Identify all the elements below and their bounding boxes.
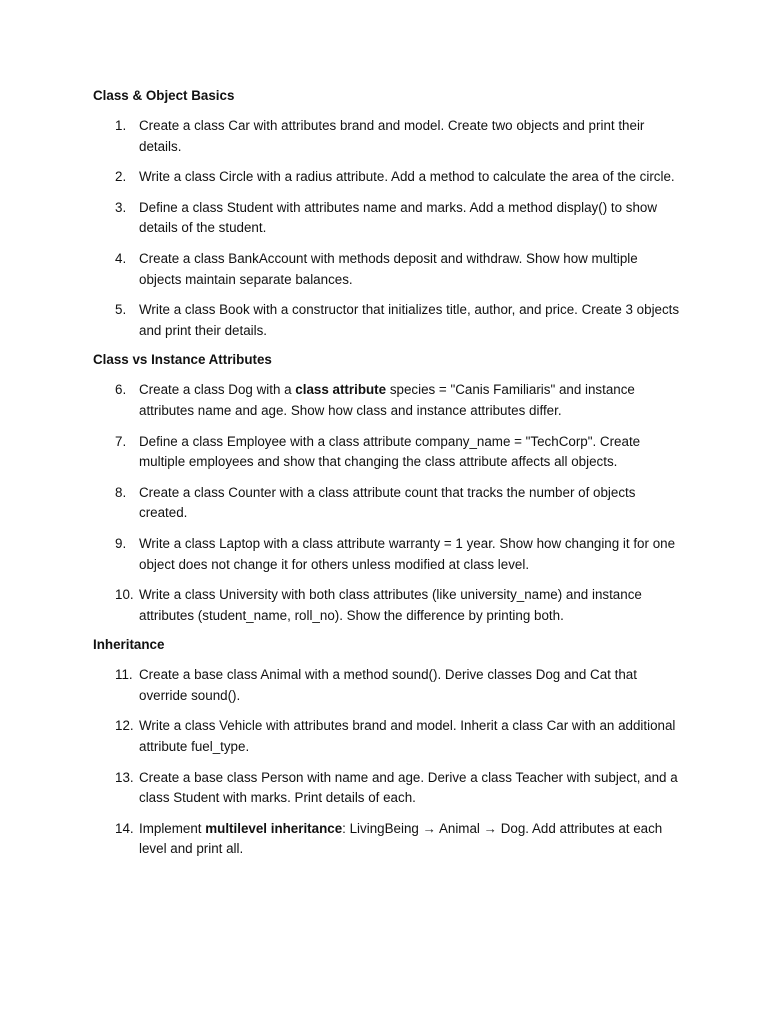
document-page (93, 86, 683, 870)
list-item (93, 585, 683, 626)
item-number: 11. (115, 667, 133, 683)
list-item (93, 249, 683, 290)
item-text: Create a base class Person with name and age. Derive a class Teacher with subject, and a class Student with marks. Print details of each. (139, 769, 678, 806)
item-text: Write a class Circle with a radius attribute. Add a method to calculate the area of the circle. (139, 169, 675, 185)
section-class-object-basics (93, 86, 683, 341)
item-text: Create a class Car with attributes brand and model. Create two objects and print their details. (139, 118, 645, 154)
list-item (93, 716, 683, 757)
item-text-bold: class attribute (295, 382, 387, 398)
item-text: Create a class Dog with a (139, 382, 296, 398)
list-item (93, 819, 683, 860)
item-text: Write a class Book with a constructor that initializes title, author, and price. Create 3 objects and print their details. (139, 302, 680, 338)
list-item (93, 483, 683, 524)
section-inheritance (93, 635, 683, 860)
list-item (93, 768, 683, 809)
list-item (93, 198, 683, 239)
item-text: Define a class Employee with a class attribute company_name = "TechCorp". Create multiple employees and show that changing the class attribute affects all objects. (139, 433, 641, 470)
list-item (93, 432, 683, 473)
item-text: Define a class Student with attributes name and marks. Add a method display() to show details of the student. (139, 199, 658, 236)
item-number: 4. (115, 250, 127, 266)
list-item (93, 116, 683, 157)
list-item (93, 167, 683, 188)
item-number: 14. (115, 820, 134, 836)
item-number: 9. (115, 535, 127, 551)
section-heading: Inheritance (93, 637, 165, 653)
item-number: 6. (115, 382, 127, 398)
list-item (93, 665, 683, 706)
item-text: Write a class Vehicle with attributes brand and model. Inherit a class Car with an additional attribute fuel_type. (139, 718, 676, 755)
item-number: 7. (115, 433, 127, 449)
item-text-bold: multilevel inheritance (205, 820, 343, 836)
item-number: 8. (115, 484, 127, 500)
item-number: 2. (115, 169, 127, 185)
list-item (93, 300, 683, 341)
section-class-vs-instance-attributes (93, 350, 683, 626)
item-number: 5. (115, 302, 127, 318)
item-number: 1. (115, 118, 127, 133)
section-heading: Class vs Instance Attributes (93, 352, 272, 368)
item-number: 10. (115, 587, 134, 603)
list-item (93, 380, 683, 421)
question-list (93, 665, 683, 860)
item-number: 12. (115, 718, 134, 734)
item-text: : LivingBeing → Animal → Dog. Add attributes at each level and print all. (139, 820, 663, 857)
question-list (93, 380, 683, 626)
item-text: Create a class Counter with a class attribute count that tracks the number of objects created. (139, 484, 636, 521)
item-number: 3. (115, 199, 127, 215)
list-item (93, 534, 683, 575)
item-number: 13. (115, 769, 134, 785)
question-list (93, 116, 683, 341)
section-heading: Class & Object Basics (93, 88, 235, 103)
item-text: Create a class BankAccount with methods deposit and withdraw. Show how multiple objects maintain separate balances. (139, 250, 638, 287)
item-text: Implement (139, 820, 206, 836)
item-text: species = "Canis Familiaris" and instance attributes name and age. Show how class and instance attributes differ. (139, 382, 635, 418)
item-text: Write a class University with both class attributes (like university_name) and instance attributes (student_name, roll_no). Show the difference by printing both. (139, 587, 642, 623)
item-text: Create a base class Animal with a method sound(). Derive classes Dog and Cat that override sound(). (139, 667, 637, 703)
item-text: Write a class Laptop with a class attribute warranty = 1 year. Show how changing it for one object does not change it for others unless modified at class level. (139, 535, 676, 572)
